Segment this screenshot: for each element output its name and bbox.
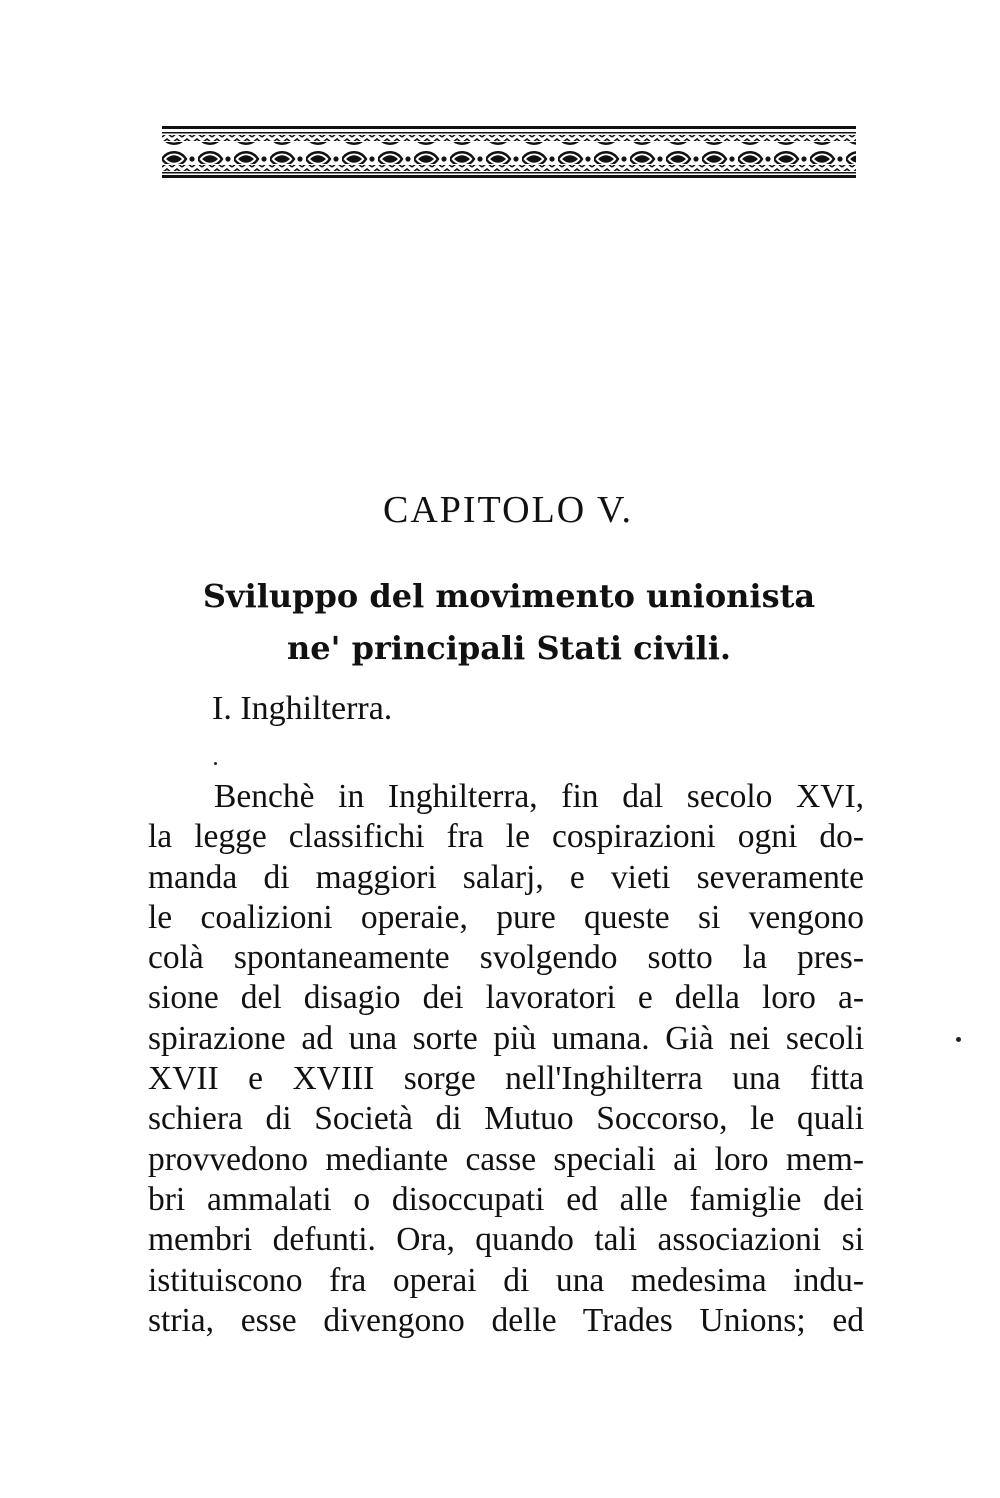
paragraph-line: membri defunti. Ora, quando tali associazioni si xyxy=(148,1221,864,1259)
paragraph-line: schiera di Società di Mutuo Soccorso, le quali xyxy=(148,1100,864,1138)
print-speck xyxy=(956,1037,961,1042)
chapter-subtitle-line-1: Sviluppo del movimento unionista xyxy=(202,577,816,615)
paragraph-line: XVII e XVIII sorge nell'Inghilterra una fitta xyxy=(148,1060,864,1098)
paragraph-line: provvedono mediante casse speciali ai loro mem- xyxy=(148,1140,864,1178)
paragraph-line: le coalizioni operaie, pure queste si vengono xyxy=(148,898,864,936)
print-speck xyxy=(214,762,217,765)
paragraph-line: sione del disagio dei lavoratori e della loro a- xyxy=(148,979,864,1017)
paragraph-line: spirazione ad una sorte più umana. Già nei secoli xyxy=(148,1019,864,1057)
chapter-subtitle xyxy=(0,570,1000,674)
chapter-title: CAPITOLO V. xyxy=(382,489,634,531)
body-paragraph xyxy=(148,777,864,1341)
paragraph-line: stria, esse divengono delle Trades Unions; ed xyxy=(148,1301,864,1339)
section-heading: I. Inghilterra. xyxy=(212,690,393,727)
decorative-header-ornament xyxy=(162,126,856,178)
paragraph-line: manda di maggiori salarj, e vieti severamente xyxy=(148,858,864,896)
paragraph-line: bri ammalati o disoccupati ed alle famiglie dei xyxy=(148,1180,864,1218)
paragraph-line: istituiscono fra operai di una medesima indu- xyxy=(148,1261,864,1299)
paragraph-line: colà spontaneamente svolgendo sotto la pres- xyxy=(148,939,864,977)
paragraph-line: la legge classifichi fra le cospirazioni ogni do- xyxy=(148,818,864,856)
chapter-subtitle-line-2: ne' principali Stati civili. xyxy=(287,629,731,667)
paragraph-line: Benchè in Inghilterra, fin dal secolo XVI, xyxy=(214,778,864,815)
